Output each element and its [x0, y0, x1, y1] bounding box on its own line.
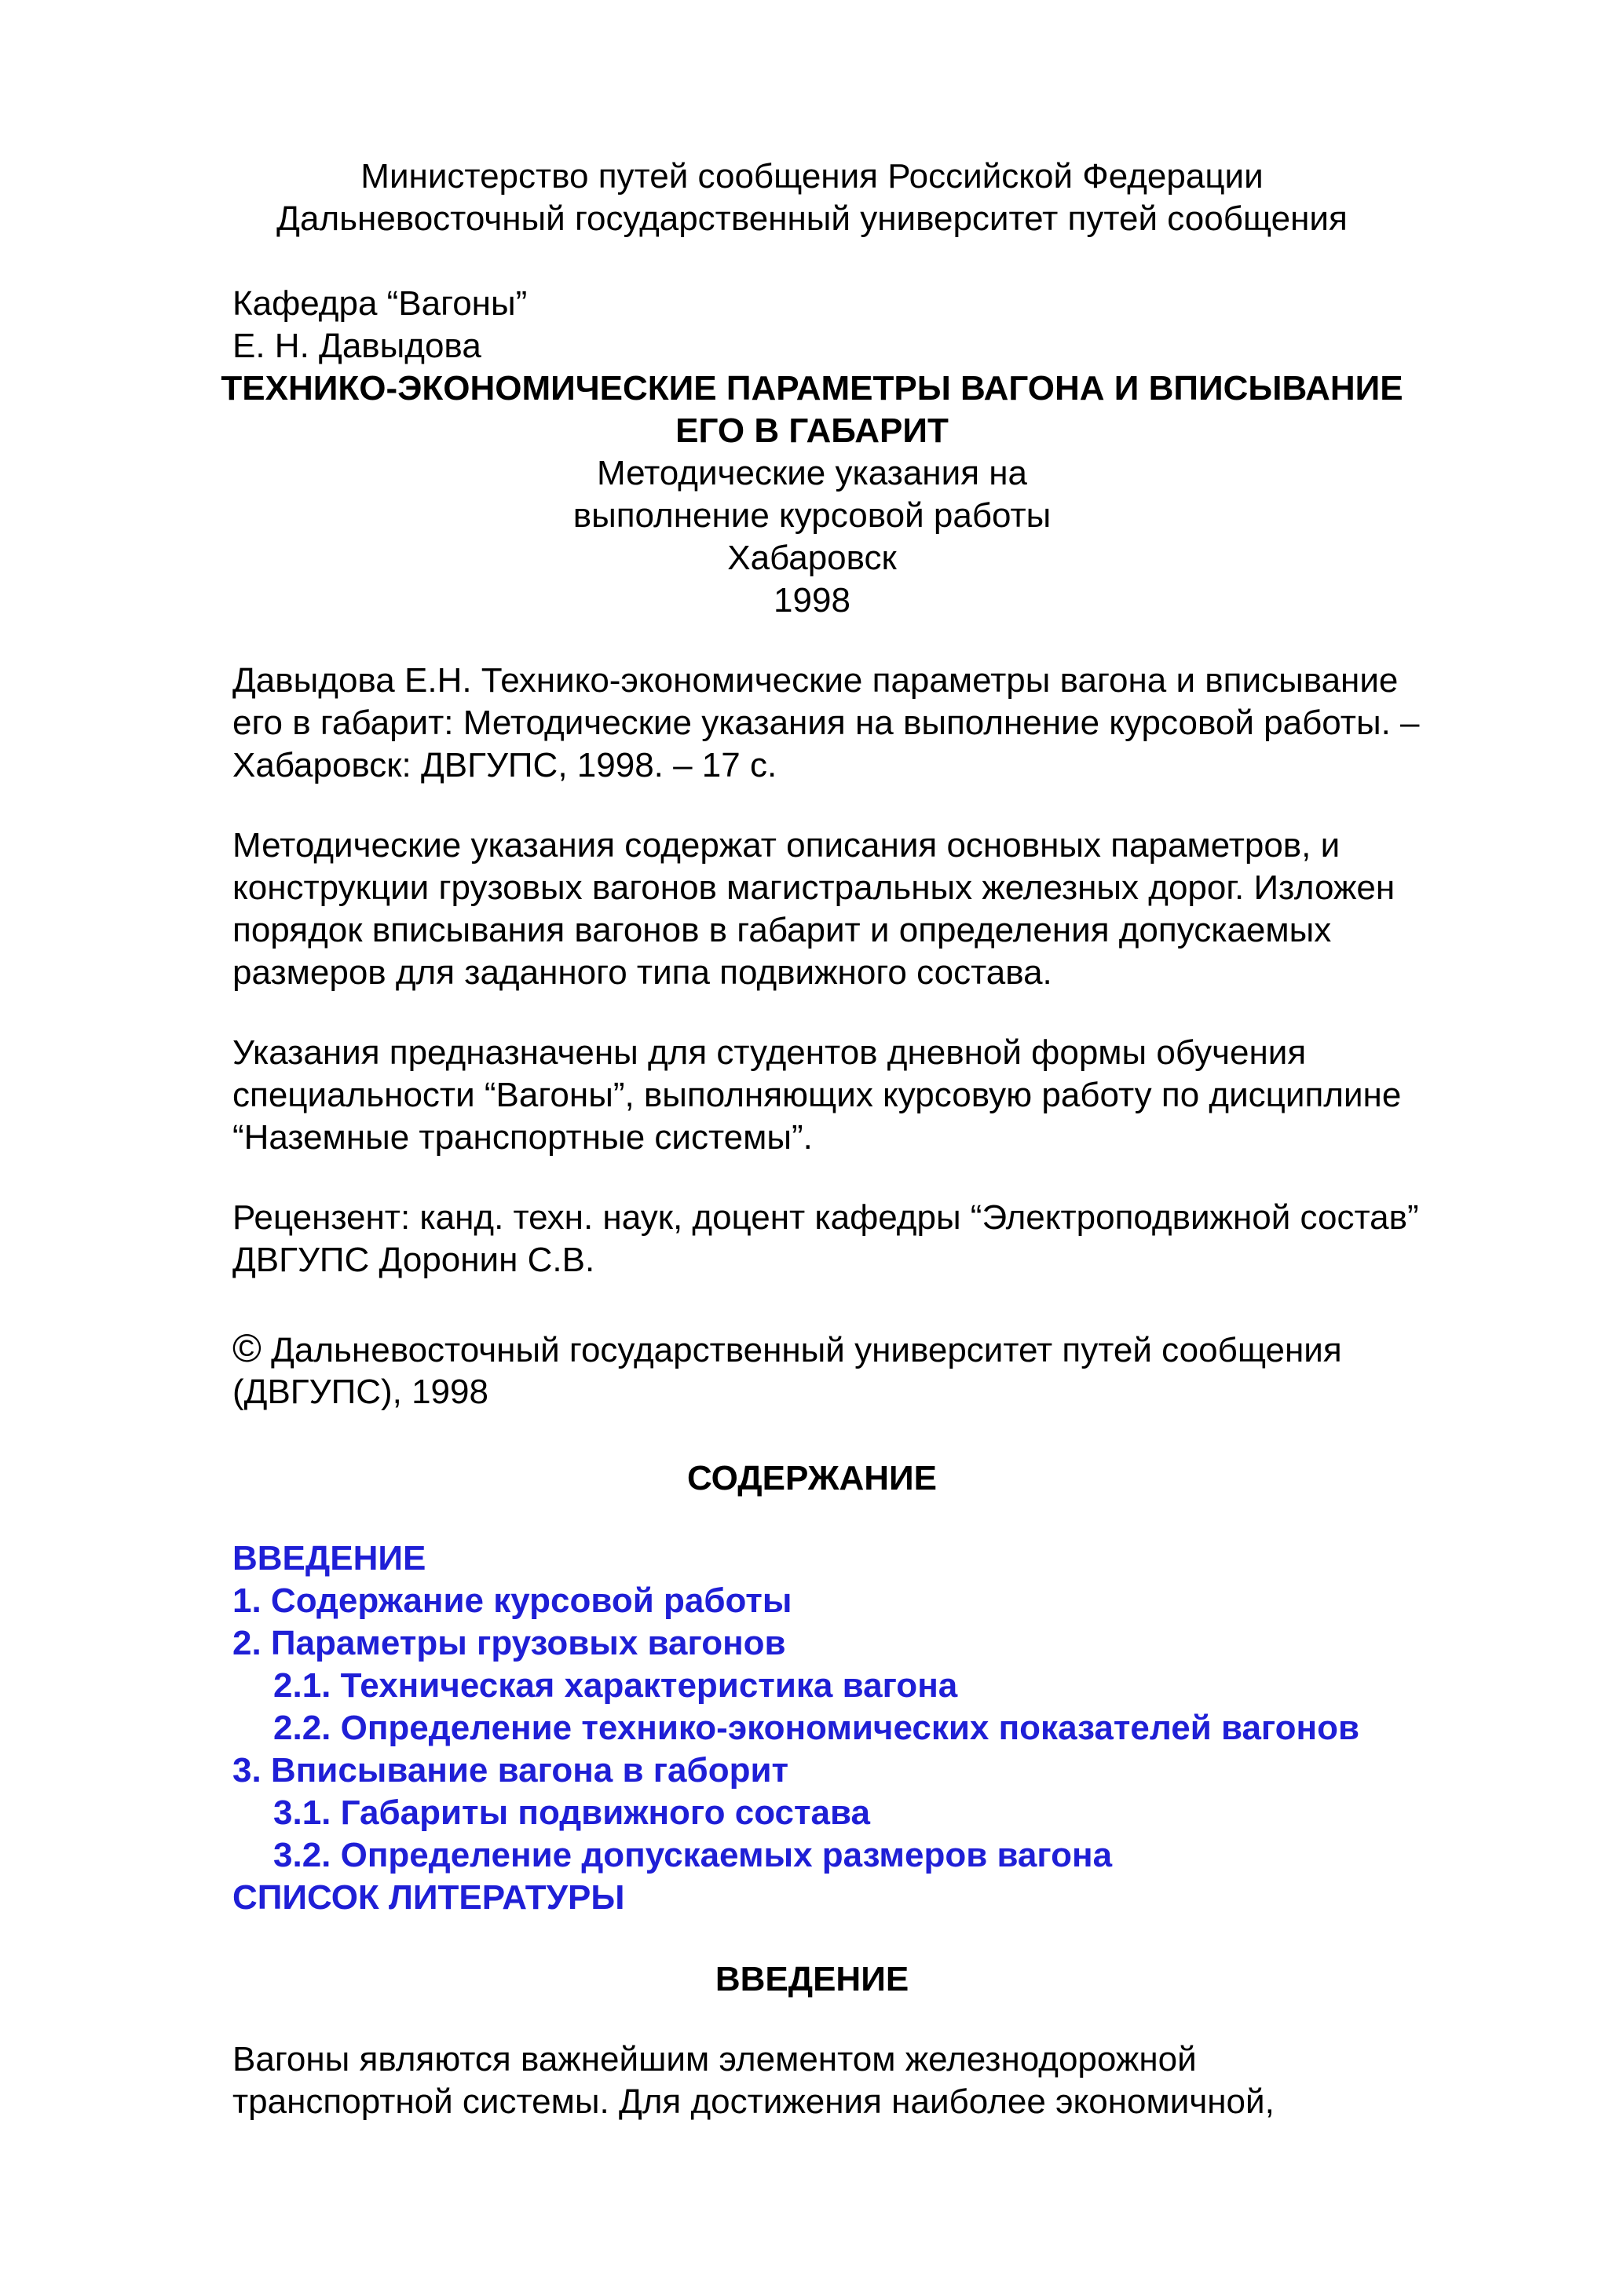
author-name: Е. Н. Давыдова	[232, 327, 481, 365]
document-subtitle-line-1: Методические указания на	[596, 454, 1028, 492]
copyright-line-2: (ДВГУПС), 1998	[232, 1373, 488, 1411]
toc-item-technical-characteristics[interactable]: 2.1. Техническая характеристика вагона	[273, 1666, 958, 1705]
abstract-line-3: порядок вписывания вагонов в габарит и определения допускаемых	[232, 911, 1332, 949]
toc-item-course-work-contents[interactable]: 1. Содержание курсовой работы	[232, 1581, 792, 1620]
toc-item-introduction[interactable]: ВВЕДЕНИЕ	[232, 1539, 426, 1578]
toc-item-rolling-stock-gauges[interactable]: 3.1. Габариты подвижного состава	[273, 1793, 870, 1832]
citation-line-1: Давыдова Е.Н. Технико-экономические параметры вагона и вписывание	[232, 661, 1399, 700]
toc-item-freight-wagon-parameters[interactable]: 2. Параметры грузовых вагонов	[232, 1624, 786, 1662]
abstract-line-4: размеров для заданного типа подвижного состава.	[232, 953, 1052, 992]
toc-heading: СОДЕРЖАНИЕ	[686, 1459, 938, 1497]
publication-city: Хабаровск	[727, 539, 897, 577]
copyright-line-1	[232, 1327, 1342, 1372]
citation-line-3: Хабаровск: ДВГУПС, 1998. – 17 с.	[232, 746, 777, 784]
toc-item-economic-indicators[interactable]: 2.2. Определение технико-экономических показателей вагонов	[273, 1709, 1360, 1747]
intro-line-2: транспортной системы. Для достижения наиболее экономичной,	[232, 2082, 1275, 2121]
abstract-line-2: конструкции грузовых вагонов магистральных железных дорог. Изложен	[232, 868, 1395, 907]
toc-item-references[interactable]: СПИСОК ЛИТЕРАТУРЫ	[232, 1878, 625, 1917]
publication-year: 1998	[774, 581, 850, 620]
audience-line-1: Указания предназначены для студентов дневной формы обучения	[232, 1033, 1307, 1072]
abstract-line-1: Методические указания содержат описания основных параметров, и	[232, 826, 1341, 865]
document-subtitle-line-2: выполнение курсовой работы	[572, 496, 1052, 535]
toc-item-permissible-dimensions[interactable]: 3.2. Определение допускаемых размеров вагона	[273, 1836, 1113, 1874]
citation-line-2: его в габарит: Методические указания на выполнение курсовой работы. –	[232, 704, 1420, 742]
audience-line-2: специальности “Вагоны”, выполняющих курсовую работу по дисциплине	[232, 1076, 1402, 1114]
intro-line-1: Вагоны являются важнейшим элементом железнодорожной	[232, 2040, 1197, 2078]
copyright-holder: Дальневосточный государственный университет путей сообщения	[261, 1331, 1342, 1369]
department-name: Кафедра “Вагоны”	[232, 284, 528, 323]
document-title-line-2: ЕГО В ГАБАРИТ	[675, 411, 949, 450]
copyright-icon: ©	[232, 1326, 262, 1370]
university-heading: Дальневосточный государственный университет путей сообщения	[276, 199, 1348, 238]
toc-item-gauge-fitting[interactable]: 3. Вписывание вагона в габорит	[232, 1751, 789, 1790]
document-title-line-1: ТЕХНИКО-ЭКОНОМИЧЕСКИЕ ПАРАМЕТРЫ ВАГОНА И ВПИСЫВАНИЕ	[221, 369, 1403, 408]
audience-line-3: “Наземные транспортные системы”.	[232, 1118, 813, 1157]
reviewer-line-2: ДВГУПС Доронин С.В.	[232, 1241, 595, 1279]
reviewer-line-1: Рецензент: канд. техн. наук, доцент кафедры “Электроподвижной состав”	[232, 1198, 1419, 1237]
intro-heading: ВВЕДЕНИЕ	[715, 1960, 909, 1998]
ministry-heading: Министерство путей сообщения Российской Федерации	[360, 157, 1264, 196]
